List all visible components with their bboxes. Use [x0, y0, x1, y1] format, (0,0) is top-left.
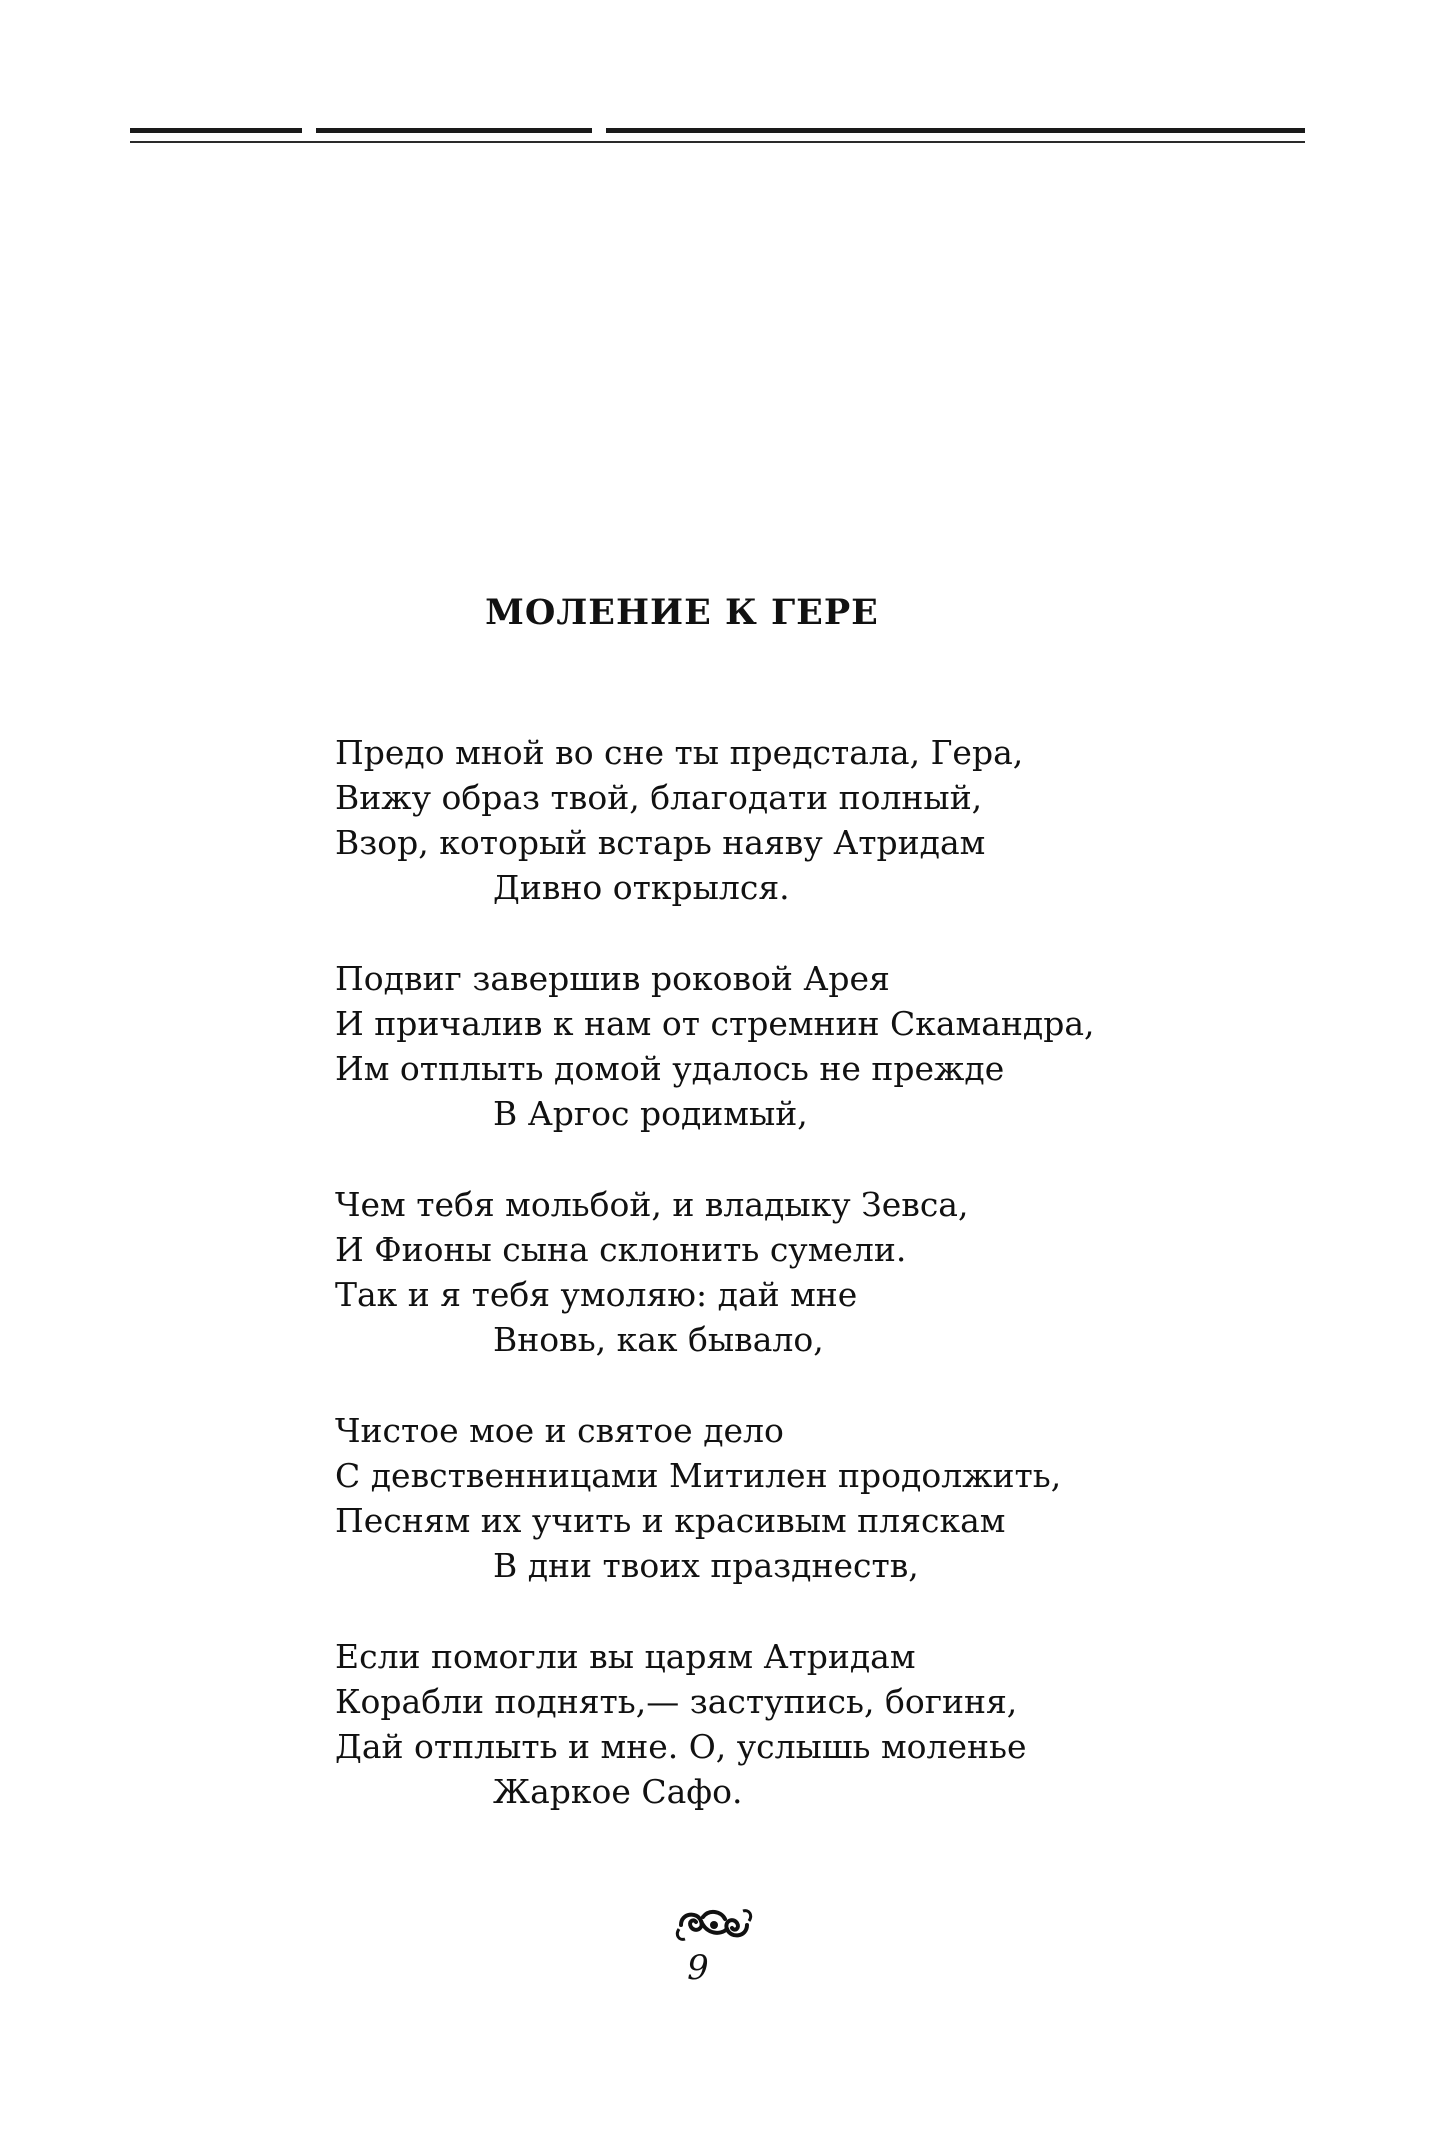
poem-line-indented: В Аргос родимый, [493, 1094, 808, 1133]
stanza-1 [335, 730, 1135, 910]
stanza-3 [335, 1182, 1135, 1362]
poem-line: Предо мной во сне ты предстала, Гера, [335, 733, 1024, 772]
poem-line: Корабли поднять,— заступись, богиня, [335, 1682, 1018, 1721]
header-rule-thin [130, 141, 1305, 143]
poem-line: И Фионы сына склонить сумели. [335, 1230, 907, 1269]
poem-line-indented: Жаркое Сафо. [493, 1772, 743, 1811]
poem-line: С девственницами Митилен продолжить, [335, 1456, 1062, 1495]
poem-line: Им отплыть домой удалось не прежде [335, 1049, 1005, 1088]
scroll-ornament-icon [675, 1905, 753, 1945]
poem-line-indented: Дивно открылся. [493, 868, 790, 907]
poem-line: Так и я тебя умоляю: дай мне [335, 1275, 858, 1314]
poem-line-indented: В дни твоих празднеств, [493, 1546, 919, 1585]
poem-body [335, 730, 1135, 1860]
header-rule [130, 128, 1305, 133]
stanza-4 [335, 1408, 1135, 1588]
poem-line: Подвиг завершив роковой Арея [335, 959, 890, 998]
poem-line: Взор, который встарь наяву Атридам [335, 823, 986, 862]
poem-line-indented: Вновь, как бывало, [493, 1320, 824, 1359]
stanza-5 [335, 1634, 1135, 1814]
poem-line: И причалив к нам от стремнин Скамандра, [335, 1004, 1095, 1043]
poem-line: Если помогли вы царям Атридам [335, 1637, 916, 1676]
poem-line: Чем тебя мольбой, и владыку Зевса, [335, 1185, 969, 1224]
page-number: 9 [687, 1948, 709, 1988]
poem-line: Чистое мое и святое дело [335, 1411, 784, 1450]
poem-title: МОЛЕНИЕ К ГЕРЕ [485, 592, 879, 633]
poem-line: Дай отплыть и мне. О, услышь моленье [335, 1727, 1027, 1766]
stanza-2 [335, 956, 1135, 1136]
poem-line: Вижу образ твой, благодати полный, [335, 778, 983, 817]
poem-line: Песням их учить и красивым пляскам [335, 1501, 1006, 1540]
